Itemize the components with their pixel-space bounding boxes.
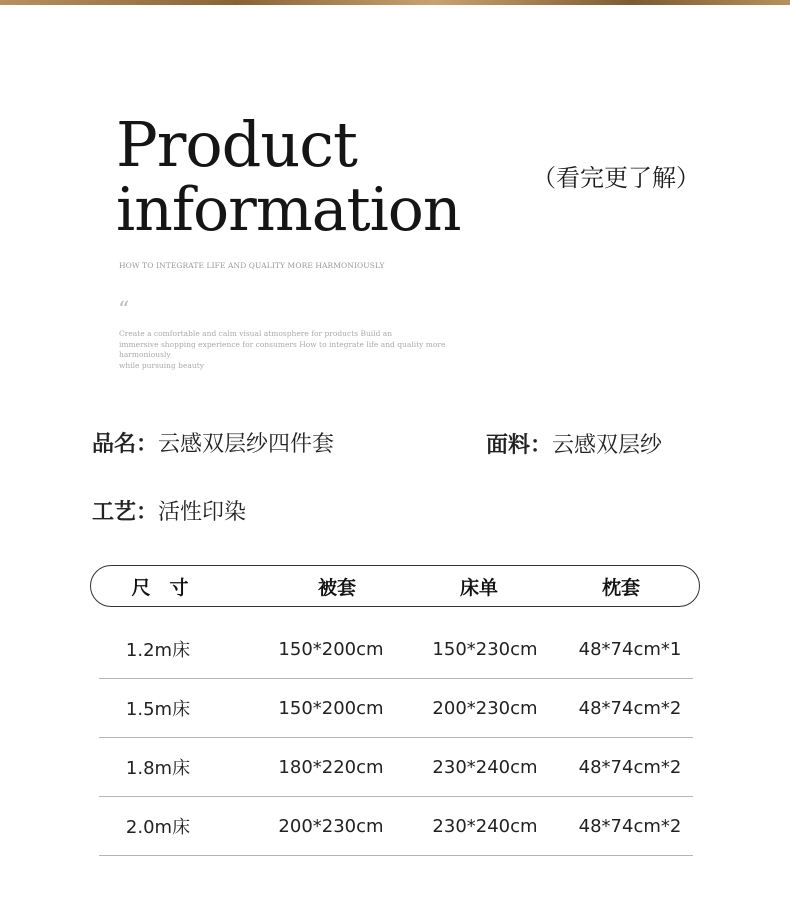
fabric-label: 面料： [486,433,553,458]
cell-bed-sheet: 230*240cm [432,756,538,778]
header-duvet-cover: 被套 [317,576,356,599]
title-line-1: Product [116,108,357,181]
cell-size: 2.0m床 [125,817,191,838]
craft-label: 工艺： [92,500,159,525]
cell-size: 1.2m床 [125,640,191,661]
cell-pillowcase: 48*74cm*2 [578,697,682,719]
product-name [92,427,334,458]
fabric-value: 云感双层纱 [552,433,663,458]
cell-duvet-cover: 150*200cm [278,638,384,660]
header-pillowcase: 枕套 [601,576,640,599]
cell-bed-sheet: 200*230cm [432,697,538,719]
table-row [99,797,693,856]
cell-bed-sheet: 230*240cm [432,815,538,837]
table-row [99,679,693,738]
read-more-note: （看完更了解） [532,164,700,192]
cell-duvet-cover: 200*230cm [278,815,384,837]
header-bed-sheet: 床单 [459,576,498,599]
table-row [99,738,693,797]
description [119,329,499,371]
description-line: while pursuing beauty [119,360,204,370]
tagline: HOW TO INTEGRATE LIFE AND QUALITY MORE HARMONIOUSLY [119,261,385,270]
quote-mark-icon: “ [118,298,130,323]
size-table-header [90,565,700,607]
description-line: immersive shopping experience for consumers How to integrate life and quality more harmoniously [119,339,446,359]
cell-pillowcase: 48*74cm*1 [578,638,682,660]
cell-duvet-cover: 150*200cm [278,697,384,719]
cell-size: 1.8m床 [125,758,191,779]
cell-pillowcase: 48*74cm*2 [578,756,682,778]
product-name-value: 云感双层纱四件套 [158,432,335,457]
title-line-2: information [116,175,461,245]
cell-size: 1.5m床 [125,699,191,720]
cell-bed-sheet: 150*230cm [432,638,538,660]
cell-pillowcase: 48*74cm*2 [578,815,682,837]
product-name-label: 品名： [92,432,159,457]
fabric [486,428,662,459]
table-row [99,620,693,679]
cell-duvet-cover: 180*220cm [278,756,384,778]
top-decorative-strip [0,0,790,5]
header-size: 尺 寸 [131,576,189,599]
craft-value: 活性印染 [158,500,247,525]
craft [92,495,246,526]
description-line: Create a comfortable and calm visual atmosphere for products Build an [119,329,393,338]
